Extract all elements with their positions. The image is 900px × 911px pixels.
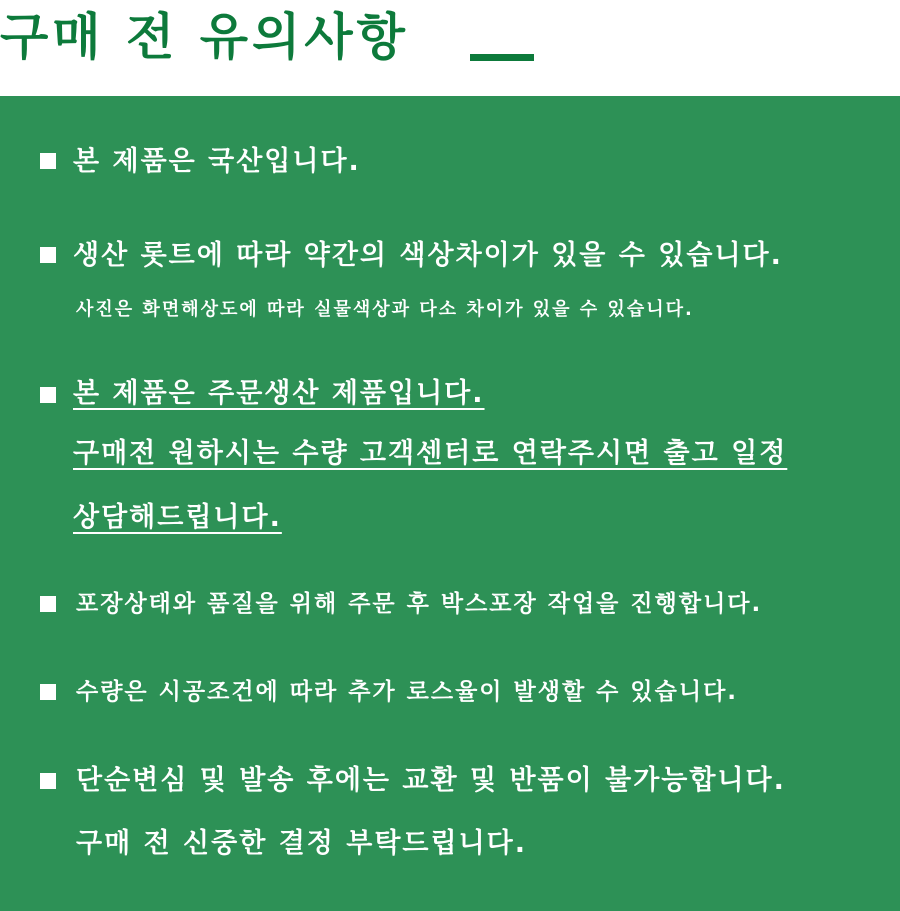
notice-1-line-1: 본 제품은 국산입니다. — [73, 146, 361, 177]
bullet-square-icon — [40, 153, 56, 169]
notice-panel — [0, 96, 900, 911]
notice-5-line-1: 수량은 시공조건에 따라 추가 로스율이 발생할 수 있습니다. — [76, 679, 739, 705]
notice-4-line-1: 포장상태와 품질을 위해 주문 후 박스포장 작업을 진행합니다. — [76, 591, 763, 617]
notice-6-line-2: 구매 전 신중한 결정 부탁드립니다. — [76, 828, 528, 859]
notice-2-line-1: 생산 롯트에 따라 약간의 색상차이가 있을 수 있습니다. — [73, 240, 783, 271]
notice-3-line-3: 상담해드립니다. — [73, 502, 282, 533]
notice-3-line-2: 구매전 원하시는 수량 고객센터로 연락주시면 출고 일정 — [73, 438, 788, 469]
page-title: 구매 전 유의사항 — [0, 8, 409, 66]
bullet-square-icon — [40, 247, 56, 263]
header — [0, 0, 900, 96]
notice-3-line-1: 본 제품은 주문생산 제품입니다. — [73, 378, 485, 409]
bullet-square-icon — [40, 684, 56, 700]
notice-2-line-2: 사진은 화면해상도에 따라 실물색상과 다소 차이가 있을 수 있습니다. — [76, 299, 694, 320]
bullet-square-icon — [40, 387, 56, 403]
title-underline-bar — [470, 54, 534, 61]
bullet-square-icon — [40, 596, 56, 612]
bullet-square-icon — [40, 773, 56, 789]
notice-6-line-1: 단순변심 및 발송 후에는 교환 및 반품이 불가능합니다. — [76, 765, 786, 796]
